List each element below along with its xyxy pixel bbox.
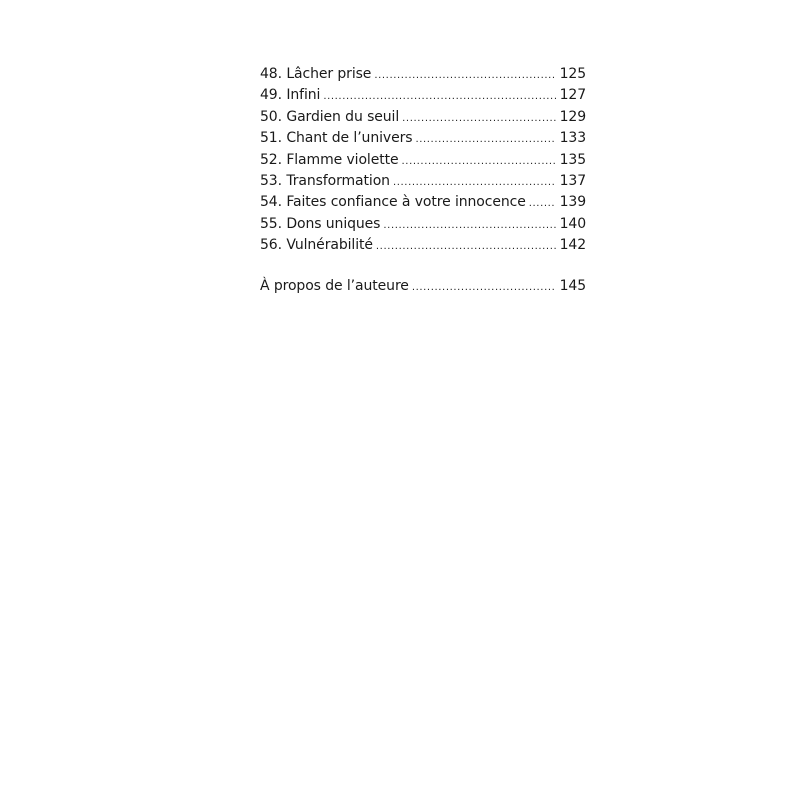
toc-entry-page: 129: [559, 108, 586, 125]
toc-entry-title: 53. Transformation: [260, 172, 390, 189]
toc-entry[interactable]: [260, 85, 586, 106]
toc-entry-title: 55. Dons uniques: [260, 215, 381, 232]
toc-entry[interactable]: [260, 150, 586, 171]
toc-entry-title: 49. Infini: [260, 87, 321, 104]
dot-leader: [529, 193, 556, 214]
dot-leader: [402, 108, 555, 129]
toc-entry-title: 54. Faites confiance à votre innocence: [260, 194, 526, 211]
toc-entry[interactable]: [260, 128, 586, 149]
toc-entry-title: 50. Gardien du seuil: [260, 108, 400, 125]
toc-entry-title: 51. Chant de l’univers: [260, 130, 413, 147]
toc-entry[interactable]: [260, 235, 586, 256]
toc-entry-page: 137: [559, 172, 586, 189]
dot-leader: [323, 86, 555, 107]
table-of-contents: [260, 64, 586, 297]
dot-leader: [383, 215, 555, 236]
toc-entry[interactable]: [260, 214, 586, 235]
dot-leader: [402, 151, 556, 172]
toc-entry-title: 48. Lâcher prise: [260, 66, 372, 82]
toc-entry-title: 52. Flamme violette: [260, 151, 399, 168]
toc-entry[interactable]: [260, 192, 586, 213]
dot-leader: [393, 172, 556, 193]
toc-entry[interactable]: [260, 64, 586, 85]
dot-leader: [374, 65, 555, 86]
toc-entry-title: À propos de l’auteure: [260, 277, 409, 294]
toc-entry-page: 140: [559, 215, 586, 232]
toc-entry-about-author[interactable]: [260, 276, 586, 297]
dot-leader: [412, 277, 556, 298]
toc-entry-title: 56. Vulnérabilité: [260, 237, 373, 254]
toc-entry-page: 125: [559, 66, 586, 82]
toc-entry[interactable]: [260, 171, 586, 192]
dot-leader: [415, 129, 555, 150]
toc-entry-page: 145: [559, 277, 586, 294]
toc-entry-page: 127: [559, 87, 586, 104]
toc-entry-page: 139: [559, 194, 586, 211]
toc-entry-page: 135: [559, 151, 586, 168]
section-spacer: [260, 257, 586, 276]
toc-entry-page: 133: [559, 130, 586, 147]
toc-entry[interactable]: [260, 107, 586, 128]
toc-entry-page: 142: [559, 237, 586, 254]
dot-leader: [376, 236, 556, 257]
